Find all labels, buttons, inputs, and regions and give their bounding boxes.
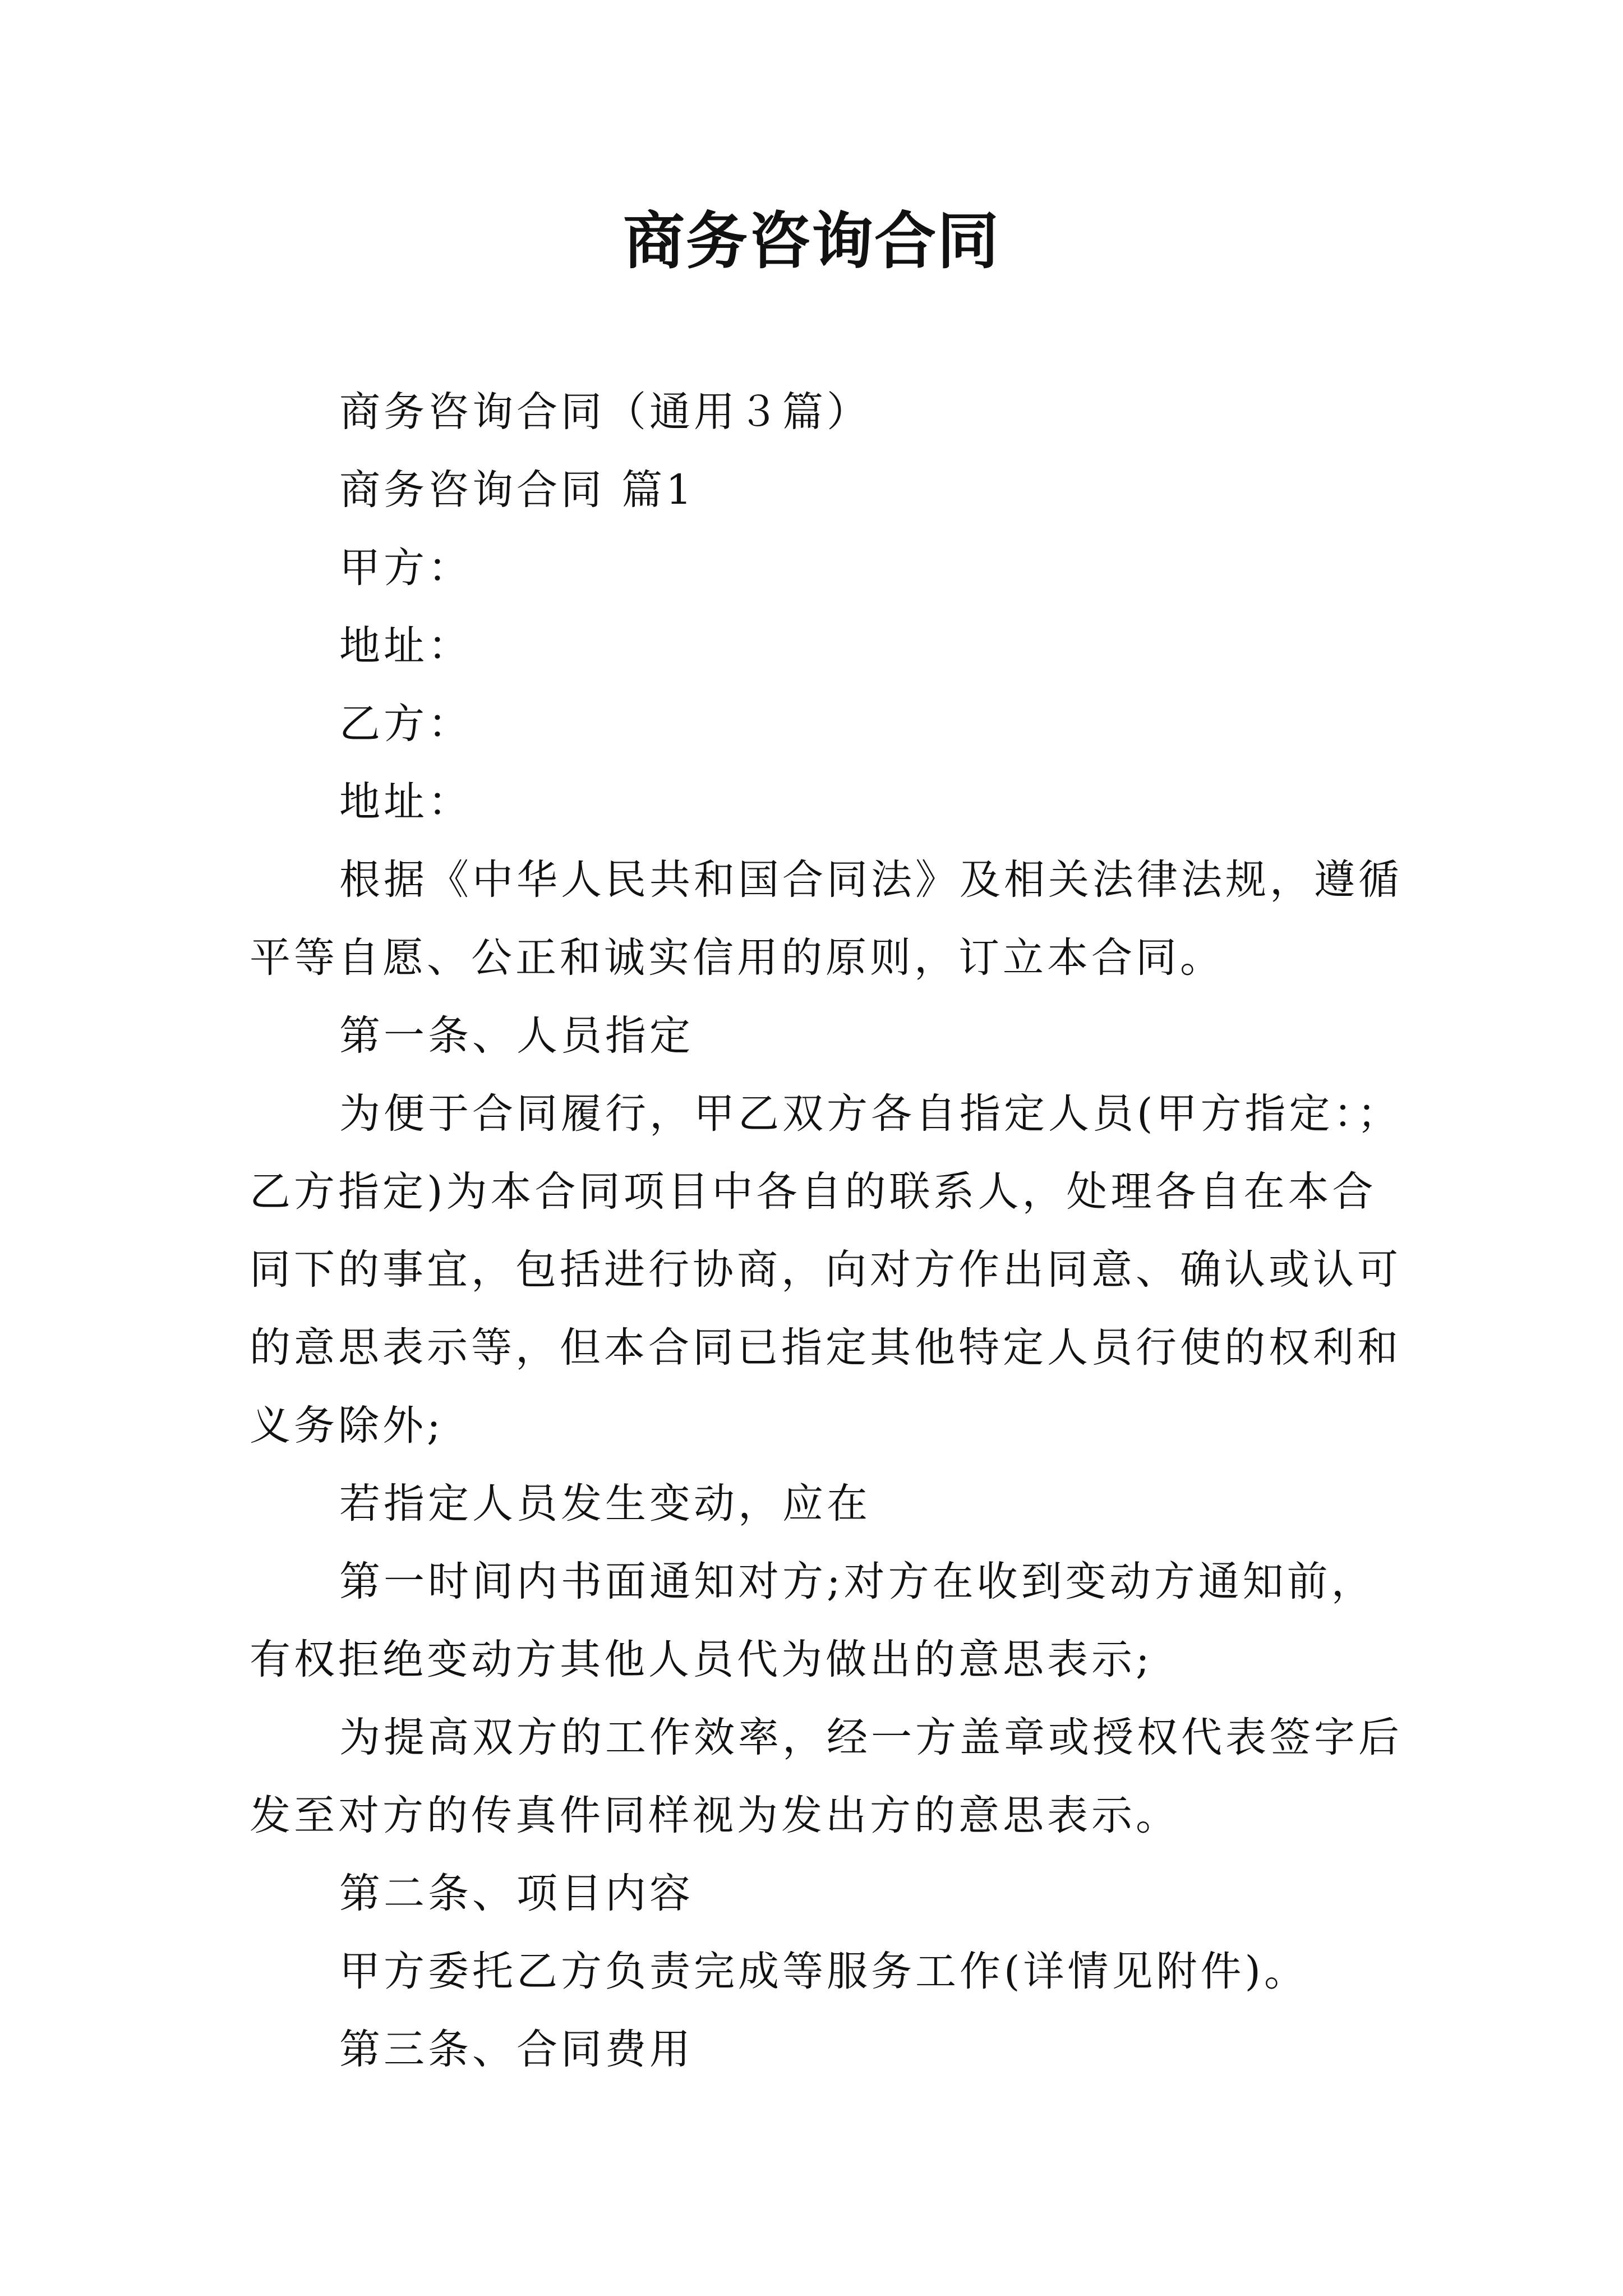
section-heading: 第三条、合同费用 <box>339 2026 694 2073</box>
text-line: 平等自愿、公正和诚实信用的原则，订立本合同。 <box>250 934 1224 982</box>
text-line: 为便于合同履行，甲乙双方各自指定人员(甲方指定：； <box>339 1090 1401 1138</box>
text-line: 甲方委托乙方负责完成等服务工作(详情见附件)。 <box>339 1948 1308 1995</box>
text-line: 有权拒绝变动方其他人员代为做出的意思表示; <box>250 1636 1153 1683</box>
document-title: 商务咨询合同 <box>623 205 1000 277</box>
text-line: 第一时间内书面通知对方;对方在收到变动方通知前， <box>339 1558 1376 1605</box>
section-heading: 第二条、项目内容 <box>339 1870 694 1917</box>
text-line: 若指定人员发生变动，应在 <box>339 1480 871 1527</box>
text-line: 根据《中华人民共和国合同法》及相关法律法规，遵循 <box>339 856 1403 904</box>
text-line: 义务除外; <box>250 1402 444 1450</box>
text-line: 发至对方的传真件同样视为发出方的意思表示。 <box>250 1792 1180 1839</box>
text-line: 乙方指定)为本合同项目中各自的联系人，处理各自在本合 <box>250 1168 1377 1216</box>
document-body <box>250 373 1403 2088</box>
text-line: 地址： <box>339 778 472 826</box>
text-line: 为提高双方的工作效率，经一方盖章或授权代表签字后 <box>339 1714 1403 1761</box>
section-heading: 第一条、人员指定 <box>339 1012 694 1060</box>
text-line: 地址： <box>339 622 472 670</box>
text-line: 同下的事宜，包括进行协商，向对方作出同意、确认或认可 <box>250 1246 1401 1294</box>
text-line: 甲方： <box>339 544 472 592</box>
text-line: 商务咨询合同 篇1 <box>339 466 695 514</box>
text-line: 商务咨询合同（通用３篇） <box>339 388 871 436</box>
text-line: 的意思表示等，但本合同已指定其他特定人员行使的权利和 <box>250 1324 1401 1372</box>
text-line: 乙方： <box>339 700 472 748</box>
